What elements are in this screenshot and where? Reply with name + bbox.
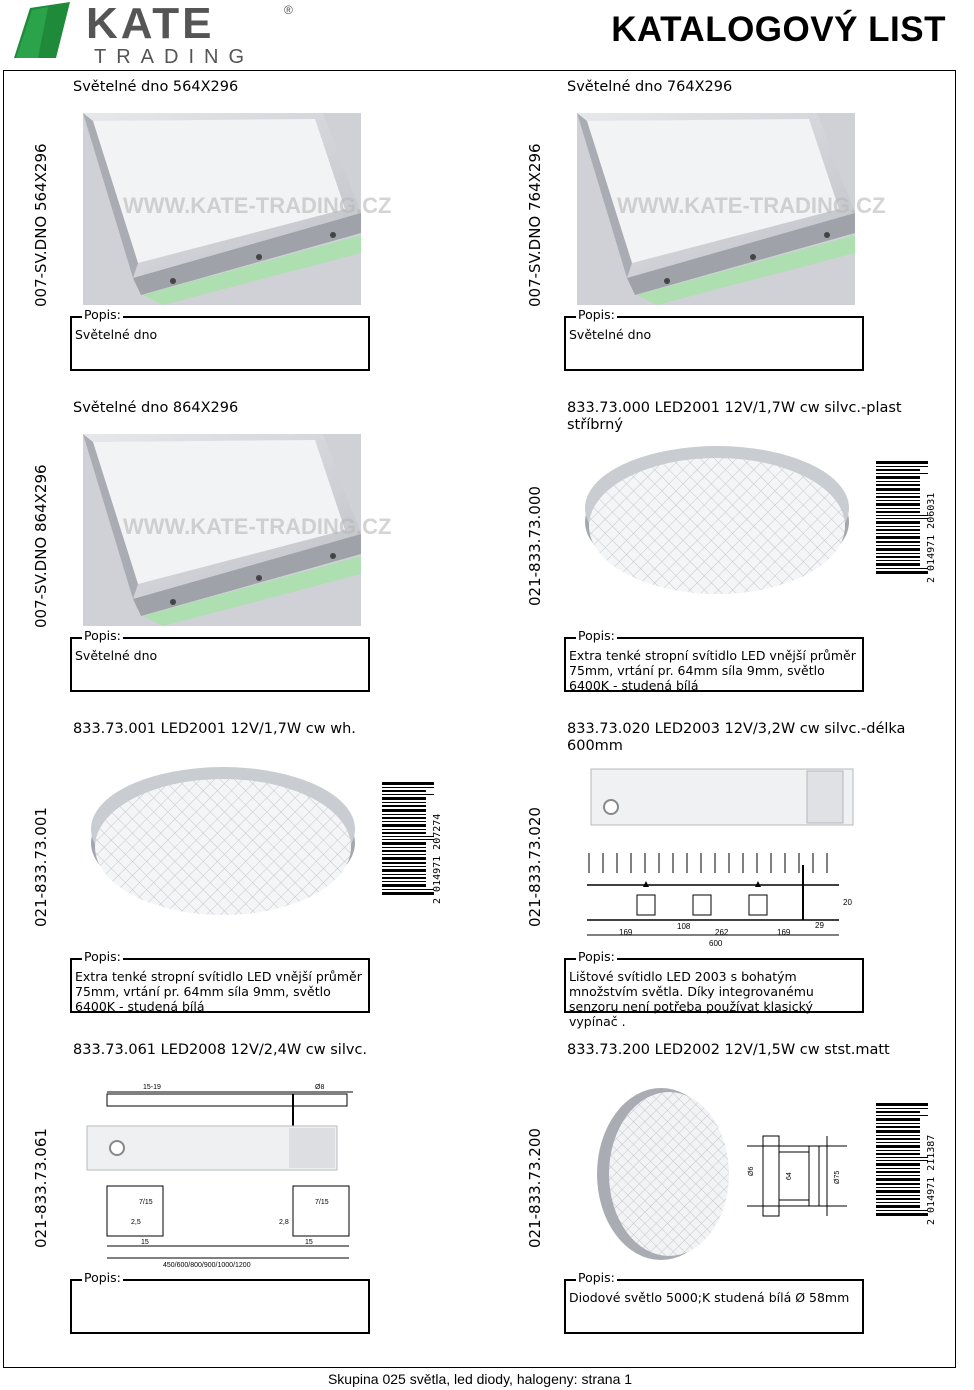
popis-text: Světelné dno <box>75 648 158 663</box>
dim-label: 108 <box>677 922 691 931</box>
popis-box <box>70 949 370 1014</box>
popis-label: Popis: <box>578 949 615 964</box>
dim-label: 7/15 <box>139 1199 153 1206</box>
product-title: Světelné dno 864X296 <box>73 400 239 416</box>
product-cell <box>0 1033 480 1354</box>
dim-label: 64 <box>786 1172 793 1180</box>
barcode-number: 2 014971 207274 <box>432 813 443 904</box>
product-image <box>577 113 886 305</box>
page-title: KATALOGOVÝ LIST <box>611 10 946 49</box>
product-cell <box>0 712 480 1033</box>
watermark: WWW.KATE-TRADING.CZ <box>123 193 392 218</box>
dim-label: 15-19 <box>143 1084 161 1091</box>
dim-label: 262 <box>715 928 729 937</box>
product-title: Světelné dno 764X296 <box>567 79 733 95</box>
dim-label: 15 <box>305 1239 313 1246</box>
barcode-number: 2 014971 206031 <box>926 492 937 583</box>
dim-label: 2,5 <box>131 1219 141 1226</box>
product-code: 021-833.73.000 <box>526 486 544 606</box>
page-footer: Skupina 025 světla, led diody, halogeny: strana 1 <box>327 1371 633 1387</box>
popis-box <box>564 307 864 371</box>
popis-label: Popis: <box>84 949 121 964</box>
dim-label: 2,8 <box>279 1219 289 1226</box>
watermark: WWW.KATE-TRADING.CZ <box>123 514 392 539</box>
popis-text: Lištové svítidlo LED 2003 s bohatým množstvím světla. Díky integrovanému senzoru není potřeba používat klasický vypínač . <box>569 969 814 1029</box>
dim-label: 20 <box>843 898 852 907</box>
popis-label: Popis: <box>84 307 121 322</box>
popis-box <box>70 628 370 692</box>
product-cell <box>494 391 974 712</box>
dim-label: Ø8 <box>315 1084 325 1091</box>
product-code: 021-833.73.061 <box>32 1128 50 1248</box>
dim-label: 7/15 <box>315 1199 329 1206</box>
barcode-image <box>866 459 938 585</box>
product-cell <box>0 70 480 391</box>
dim-label: 15 <box>141 1239 149 1246</box>
popis-label: Popis: <box>578 628 615 643</box>
popis-label: Popis: <box>578 307 615 322</box>
popis-text: Světelné dno <box>569 327 652 342</box>
dim-label: 169 <box>777 928 791 937</box>
product-image <box>577 1076 855 1268</box>
popis-text: Extra tenké stropní svítidlo LED vnější průměr 75mm, vrtání pr. 64mm síla 9mm, světlo 6400K - studená bílá <box>569 648 856 693</box>
product-title: 833.73.061 LED2008 12V/2,4W cw silvc. <box>73 1042 368 1058</box>
dim-label: Ø6 <box>748 1166 755 1176</box>
product-title: 833.73.200 LED2002 12V/1,5W cw stst.matt <box>567 1042 890 1058</box>
product-image <box>83 1076 361 1268</box>
logo-sub: TRADING <box>94 46 254 68</box>
popis-label: Popis: <box>578 1270 615 1285</box>
logo-registered: ® <box>284 3 293 17</box>
popis-box <box>70 1270 370 1334</box>
dim-label: 450/600/800/900/1000/1200 <box>163 1262 251 1269</box>
dim-label: Ø75 <box>834 1170 841 1184</box>
dim-label: 169 <box>619 928 633 937</box>
product-image <box>577 755 855 947</box>
product-image <box>577 434 855 626</box>
popis-label: Popis: <box>84 1270 121 1285</box>
product-image <box>83 755 361 947</box>
logo-brand: KATE <box>86 0 215 48</box>
product-title: 833.73.020 LED2003 12V/3,2W cw silvc.-délka 600mm <box>567 721 906 754</box>
product-code: 021-833.73.200 <box>526 1128 544 1248</box>
product-code: 007-SV.DNO 864X296 <box>32 464 50 628</box>
product-image <box>83 113 392 305</box>
popis-label: Popis: <box>84 628 121 643</box>
barcode-number: 2 014971 211387 <box>926 1134 937 1225</box>
product-title: Světelné dno 564X296 <box>73 79 239 95</box>
popis-text: Extra tenké stropní svítidlo LED vnější průměr 75mm, vrtání pr. 64mm síla 9mm, světlo 6400K - studená bílá <box>75 969 362 1014</box>
product-cell <box>494 70 974 391</box>
dim-label: 600 <box>709 939 723 948</box>
popis-box <box>564 1270 864 1334</box>
product-code: 021-833.73.020 <box>526 807 544 927</box>
product-image <box>83 434 392 626</box>
product-cell <box>494 1033 974 1354</box>
kate-trading-logo <box>8 0 293 68</box>
popis-box <box>70 307 370 371</box>
popis-text: Světelné dno <box>75 327 158 342</box>
product-code: 007-SV.DNO 564X296 <box>32 143 50 307</box>
watermark: WWW.KATE-TRADING.CZ <box>617 193 886 218</box>
product-cell <box>0 391 480 712</box>
dim-label: 29 <box>815 921 824 930</box>
product-cell <box>494 712 974 1033</box>
popis-box <box>564 628 864 693</box>
product-code: 007-SV.DNO 764X296 <box>526 143 544 307</box>
barcode-image <box>866 1101 938 1227</box>
product-code: 021-833.73.001 <box>32 807 50 927</box>
popis-box <box>564 949 864 1029</box>
popis-text: Diodové světlo 5000;K studená bílá Ø 58mm <box>569 1290 850 1305</box>
product-title: 833.73.001 LED2001 12V/1,7W cw wh. <box>73 721 356 737</box>
barcode-image <box>372 780 444 906</box>
product-title: 833.73.000 LED2001 12V/1,7W cw silvc.-plast stříbrný <box>567 400 902 433</box>
